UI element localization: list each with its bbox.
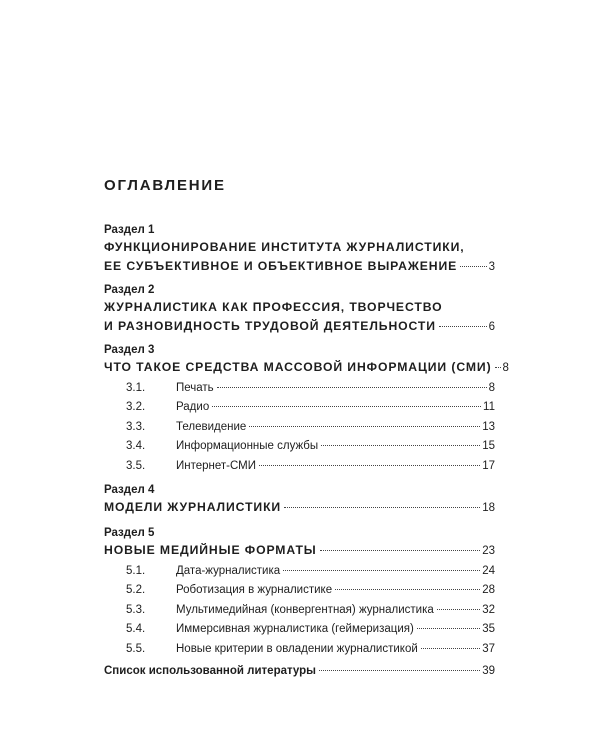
- subsection-title: Телевидение: [176, 420, 247, 433]
- page-number: 32: [482, 603, 495, 616]
- subsection-title: Радио: [176, 401, 210, 414]
- toc-section-3[interactable]: [104, 342, 509, 476]
- dot-leader: [460, 266, 486, 267]
- page-number: 8: [502, 362, 509, 374]
- section-label: Раздел 5: [104, 527, 155, 539]
- dot-leader: [417, 628, 480, 629]
- dot-leader: [335, 589, 480, 590]
- page-number: 28: [482, 584, 495, 597]
- dot-leader: [321, 445, 480, 446]
- page-number: 23: [482, 545, 495, 557]
- section-title-line: [104, 358, 509, 377]
- subsection-number: 5.1.: [126, 565, 146, 577]
- dot-leader: [439, 326, 487, 327]
- dot-leader: [283, 570, 480, 571]
- toc-subsection[interactable]: [104, 640, 495, 659]
- dot-leader: [320, 550, 481, 551]
- subsection-title: Интернет-СМИ: [176, 459, 257, 472]
- dot-leader: [217, 387, 487, 388]
- toc-section-4[interactable]: [104, 482, 495, 517]
- toc-subsection[interactable]: [104, 562, 495, 581]
- bibliography-line: [104, 662, 495, 681]
- page-number: 18: [482, 502, 495, 514]
- page-number: 39: [482, 665, 495, 677]
- section-label: Раздел 2: [104, 284, 155, 296]
- toc-subsection[interactable]: [104, 620, 495, 639]
- subsection-title: Новые критерии в овладении журналистикой: [176, 642, 418, 655]
- toc-subsection[interactable]: [104, 437, 495, 456]
- toc-section-5[interactable]: [104, 525, 495, 659]
- dot-leader: [249, 426, 480, 427]
- section-title-line: [104, 298, 495, 317]
- subsection-number: 5.4.: [126, 623, 146, 636]
- table-of-contents-page: [104, 0, 509, 750]
- toc-subsection[interactable]: [104, 398, 495, 417]
- dot-leader: [284, 507, 480, 508]
- toc-bibliography[interactable]: [104, 662, 495, 681]
- section-title: И РАЗНОВИДНОСТЬ ТРУДОВОЙ ДЕЯТЕЛЬНОСТИ: [104, 319, 436, 333]
- dot-leader: [212, 406, 481, 407]
- toc-section-2[interactable]: [104, 282, 495, 336]
- page-number: 6: [488, 321, 495, 333]
- page-number: 3: [488, 261, 495, 273]
- subsection-number: 5.3.: [126, 603, 146, 616]
- page-number: 35: [482, 623, 495, 636]
- section-title-line: [104, 498, 495, 517]
- section-label: Раздел 3: [104, 344, 155, 356]
- page-number: 17: [482, 459, 495, 472]
- subsection-title: Печать: [176, 382, 214, 394]
- page-number: 37: [482, 642, 495, 655]
- section-title-line: [104, 317, 495, 336]
- subsection-title: Дата-журналистика: [176, 565, 281, 577]
- subsection-title: Мультимедийная (конвергентная) журналистика: [176, 603, 434, 616]
- section-title: НОВЫЕ МЕДИЙНЫЕ ФОРМАТЫ: [104, 543, 317, 557]
- subsection-number: 5.5.: [126, 642, 146, 655]
- section-title: ЧТО ТАКОЕ СРЕДСТВА МАССОВОЙ ИНФОРМАЦИИ (СМИ): [104, 360, 492, 374]
- section-title: ФУНКЦИОНИРОВАНИЕ ИНСТИТУТА ЖУРНАЛИСТИКИ,: [104, 240, 465, 254]
- dot-leader: [437, 609, 480, 610]
- subsection-title: Роботизация в журналистике: [176, 584, 333, 597]
- subsection-title: Иммерсивная журналистика (геймеризация): [176, 623, 414, 636]
- bibliography-title: Список использованной литературы: [104, 665, 316, 677]
- toc-subsection[interactable]: [104, 457, 495, 476]
- section-label: Раздел 4: [104, 484, 155, 496]
- page-number: 8: [488, 382, 495, 394]
- section-label: Раздел 1: [104, 224, 155, 236]
- page-number: 13: [482, 420, 495, 433]
- section-title-line: [104, 238, 495, 257]
- dot-leader: [495, 367, 501, 368]
- section-title: ЕЕ СУБЪЕКТИВНОЕ И ОБЪЕКТИВНОЕ ВЫРАЖЕНИЕ: [104, 259, 458, 273]
- toc-subsection[interactable]: [104, 379, 495, 398]
- section-title: МОДЕЛИ ЖУРНАЛИСТИКИ: [104, 500, 282, 514]
- dot-leader: [421, 648, 480, 649]
- page-number: 24: [482, 565, 495, 577]
- section-title-line: [104, 257, 495, 276]
- dot-leader: [259, 465, 480, 466]
- toc-subsection[interactable]: [104, 601, 495, 620]
- subsection-number: 3.2.: [126, 401, 146, 414]
- subsection-number: 3.4.: [126, 440, 146, 453]
- section-title-line: [104, 541, 495, 560]
- dot-leader: [319, 670, 480, 671]
- subsection-title: Информационные службы: [176, 440, 319, 453]
- toc-section-1[interactable]: [104, 222, 495, 276]
- subsection-number: 3.3.: [126, 420, 146, 433]
- section-title: ЖУРНАЛИСТИКА КАК ПРОФЕССИЯ, ТВОРЧЕСТВО: [104, 300, 443, 314]
- subsection-number: 3.1.: [126, 382, 146, 394]
- subsection-number: 3.5.: [126, 459, 146, 472]
- subsection-number: 5.2.: [126, 584, 146, 597]
- page-number: 15: [482, 440, 495, 453]
- toc-subsection[interactable]: [104, 418, 495, 437]
- page-number: 11: [483, 401, 495, 414]
- toc-title: ОГЛАВЛЕНИЕ: [104, 177, 226, 194]
- toc-subsection[interactable]: [104, 581, 495, 600]
